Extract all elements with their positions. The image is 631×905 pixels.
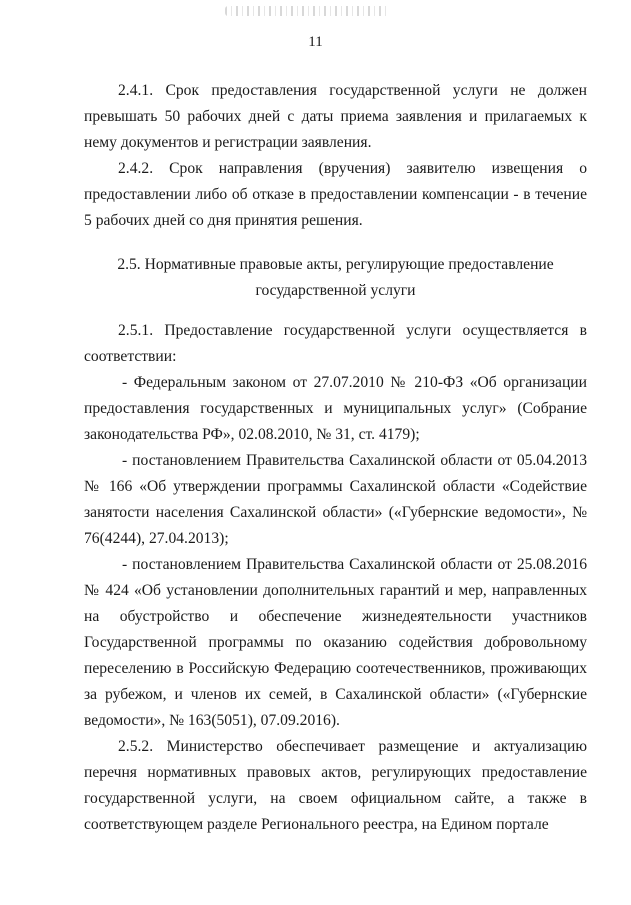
clause-2-5-2: 2.5.2. Министерство обеспечивает размещение и актуализацию перечня нормативных правовых актов, регулирующих предоставление государственной услуги, на своем официальном сайте, а также в соответствующем разделе Регионального реестра, на Едином портале (84, 738, 587, 833)
clause-2-5-2-block (84, 734, 587, 838)
clause-2-4-2: 2.4.2. Срок направления (вручения) заявителю извещения о предоставлении либо об отказе в предоставлении компенсации - в течение 5 рабочих дней со дня принятия решения. (84, 160, 587, 229)
clause-2-4-1-block (84, 78, 587, 156)
law-item-3-block (84, 552, 587, 734)
scan-artifact (225, 6, 390, 16)
law-item-1: - Федеральным законом от 27.07.2010 № 210-ФЗ «Об организации предоставления государственных и муниципальных услуг» (Собрание законодательства РФ», 02.08.2010, № 31, ст. 4179); (84, 374, 587, 443)
page-number: 11 (308, 34, 323, 50)
law-item-2: - постановлением Правительства Сахалинской области от 05.04.2013 № 166 «Об утверждении программы Сахалинской области «Содействие занятости населения Сахалинской области» («Губернские ведомости», № 76(4244), 27.04.2013); (84, 452, 587, 547)
section-heading-2-5: 2.5. Нормативные правовые акты, регулирующие предоставление государственной услуги (117, 256, 554, 299)
clause-2-4-1: 2.4.1. Срок предоставления государственной услуги не должен превышать 50 рабочих дней с даты приема заявления и прилагаемых к нему документов и регистрации заявления. (84, 82, 587, 151)
law-item-1-block (84, 370, 587, 448)
law-item-3: - постановлением Правительства Сахалинской области от 25.08.2016 № 424 «Об установлении дополнительных гарантий и мер, направленных на обустройство и обеспечение жизнедеятельности участников Государственной программы по оказанию содействия добровольному переселению в Российскую Федерацию соотечественников, проживающих за рубежом, и членов их семей, в Сахалинской области» («Губернские ведомости», № 163(5051), 07.09.2016). (84, 556, 587, 729)
law-item-2-block (84, 448, 587, 552)
clause-2-5-1-block (84, 318, 587, 370)
clause-2-5-1: 2.5.1. Предоставление государственной услуги осуществляется в соответствии: (84, 322, 587, 365)
clause-2-4-2-block (84, 156, 587, 234)
